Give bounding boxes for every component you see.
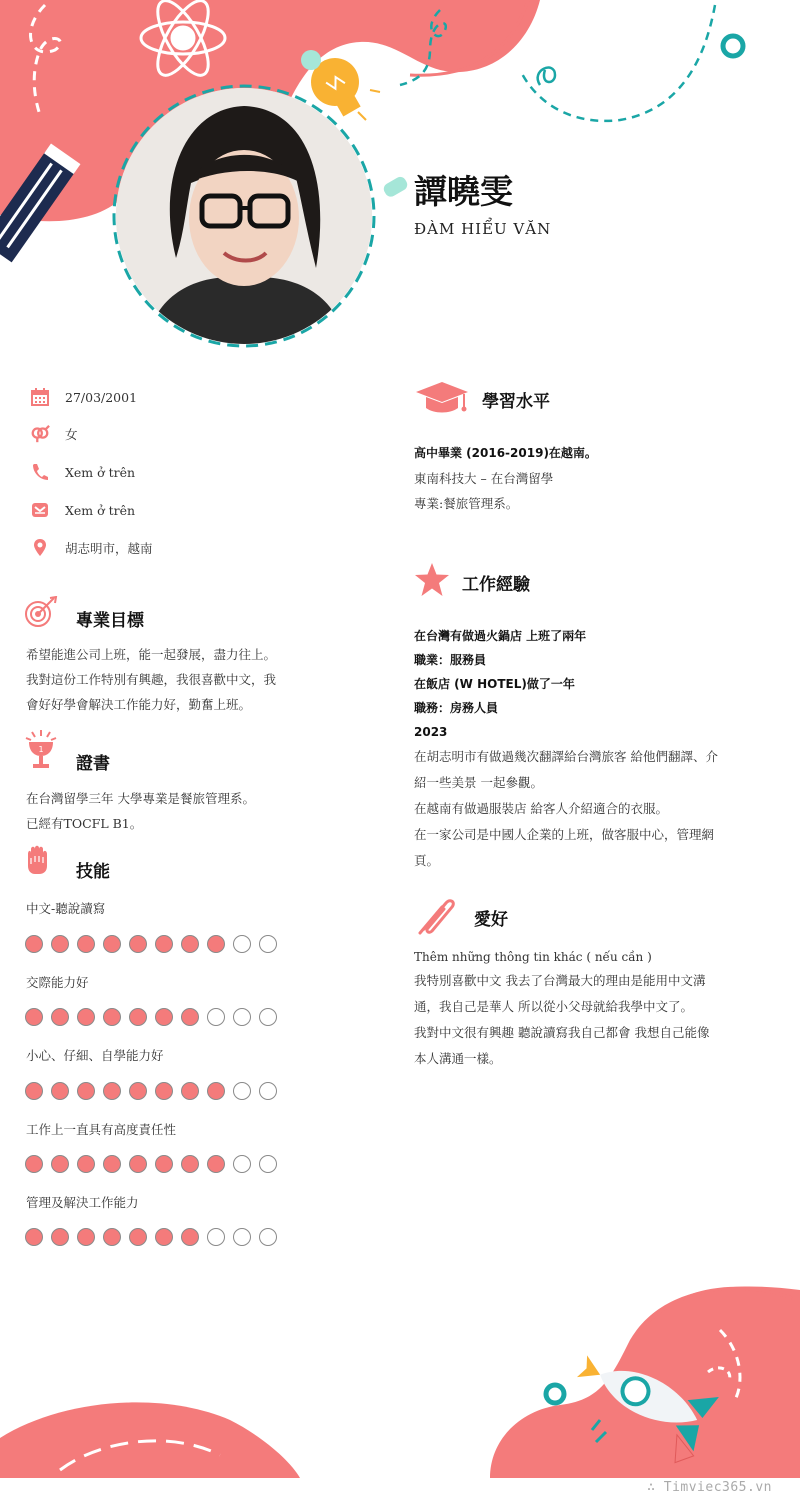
rating-dot-filled (25, 1155, 43, 1173)
skill-rating (25, 1155, 277, 1173)
rating-dot-filled (155, 1008, 173, 1026)
rating-dot-filled (51, 1008, 69, 1026)
rating-dot-filled (129, 1155, 147, 1173)
education-title: 學習水平 (482, 392, 550, 412)
target-icon (24, 596, 58, 630)
info-email: Xem ở trên (30, 498, 50, 522)
rating-dot-filled (103, 1155, 121, 1173)
education-text: 高中畢業 (2016-2019)在越南。 東南科技大 – 在台灣留學 專業:餐旅管理系。 (414, 446, 597, 511)
rating-dot-filled (207, 935, 225, 953)
rating-dot-empty (259, 1008, 277, 1026)
fist-icon (24, 844, 50, 878)
info-birthdate: 27/03/2001 (30, 385, 50, 409)
rating-dot-filled (155, 1155, 173, 1173)
bottom-decoration (0, 1270, 800, 1480)
graduation-cap-icon (414, 380, 470, 416)
rating-dot-empty (259, 1228, 277, 1246)
trophy-icon (24, 728, 58, 772)
skill-label: 交際能力好 (26, 975, 89, 990)
rating-dot-filled (77, 1008, 95, 1026)
objective-title: 專業目標 (76, 611, 144, 631)
rating-dot-empty (207, 1228, 225, 1246)
rating-dot-filled (77, 1155, 95, 1173)
rating-dot-filled (207, 1082, 225, 1100)
rating-dot-filled (155, 1082, 173, 1100)
rating-dot-filled (25, 1082, 43, 1100)
rating-dot-filled (207, 1155, 225, 1173)
rating-dot-filled (77, 935, 95, 953)
skill-label: 中文-聽說讀寫 (26, 901, 106, 916)
hobbies-text: Thêm những thông tin khác ( nếu cần ) 我特別喜歡中文 我去了台灣最大的理由是能用中文溝 通，我自己是華人 所以從小父母就給我學中文了。 我對中文很有興趣 聽說讀寫我自己都會 我想自己能像 本人溝通一樣。 (414, 950, 710, 1066)
profile-photo-frame (110, 82, 378, 350)
rating-dot-filled (181, 1082, 199, 1100)
rating-dot-empty (233, 1082, 251, 1100)
objective-text: 希望能進公司上班，能一起發展，盡力往上。 我對這份工作特別有興趣，我很喜歡中文，我 會好好學會解決工作能力好，勤奮上班。 (26, 647, 277, 712)
rating-dot-empty (233, 1008, 251, 1026)
skill-label: 工作上一直具有高度責任性 (26, 1122, 177, 1137)
rating-dot-filled (181, 1008, 199, 1026)
skill-rating (25, 935, 277, 953)
rating-dot-empty (233, 1155, 251, 1173)
svg-text:1: 1 (38, 745, 44, 754)
rating-dot-empty (259, 1082, 277, 1100)
paperclip-icon (414, 893, 460, 939)
rating-dot-filled (129, 1008, 147, 1026)
phone-icon (30, 462, 50, 482)
experience-text: 在台灣有做過火鍋店 上班了兩年 職業：服務員 在飯店 (W HOTEL)做了一年 職務：房務人員 2023 在胡志明市有做過幾次翻譯給台灣旅客 給他們翻譯、介 紹一些美景 一起參觀。 在越南有做過服裝店 給客人介紹適合的衣服。 在一家公司是中國人企業的上班，做客服中心，管理網 頁。 (414, 629, 718, 868)
skills-title: 技能 (76, 862, 110, 882)
rating-dot-empty (233, 935, 251, 953)
calendar-icon (30, 387, 50, 407)
hobbies-title: 愛好 (474, 910, 508, 930)
certificates-text: 在台灣留學三年 大學專業是餐旅管理系。 已經有TOCFL B1。 (26, 791, 255, 831)
skill-rating (25, 1008, 277, 1026)
rating-dot-filled (129, 1082, 147, 1100)
rating-dot-filled (51, 935, 69, 953)
rating-dot-filled (51, 1155, 69, 1173)
skill-label: 管理及解決工作能力 (26, 1195, 139, 1210)
rating-dot-empty (259, 1155, 277, 1173)
profile-photo (116, 88, 372, 344)
name-vietnamese: ĐÀM HIỂU VĂN (414, 220, 552, 238)
rating-dot-filled (181, 1155, 199, 1173)
certificates-title: 證書 (76, 754, 110, 774)
rating-dot-filled (25, 1008, 43, 1026)
rating-dot-filled (129, 935, 147, 953)
rating-dot-filled (155, 1228, 173, 1246)
rating-dot-filled (155, 935, 173, 953)
name-chinese: 譚曉雯 (414, 172, 513, 211)
skill-rating (25, 1228, 277, 1246)
rating-dot-filled (103, 935, 121, 953)
rating-dot-filled (181, 1228, 199, 1246)
rating-dot-empty (233, 1228, 251, 1246)
rating-dot-empty (259, 935, 277, 953)
rating-dot-empty (207, 1008, 225, 1026)
gender-icon (30, 424, 50, 444)
rating-dot-filled (103, 1008, 121, 1026)
skill-rating (25, 1082, 277, 1100)
info-gender: 女 (30, 422, 50, 446)
rating-dot-filled (103, 1228, 121, 1246)
rating-dot-filled (77, 1082, 95, 1100)
experience-title: 工作經驗 (462, 575, 530, 595)
rating-dot-filled (77, 1228, 95, 1246)
rating-dot-filled (25, 1228, 43, 1246)
rating-dot-filled (51, 1228, 69, 1246)
rating-dot-filled (129, 1228, 147, 1246)
rating-dot-filled (181, 935, 199, 953)
skill-label: 小心、仔細、自學能力好 (26, 1048, 164, 1063)
star-icon (414, 562, 450, 598)
location-pin-icon (30, 538, 50, 558)
rating-dot-filled (103, 1082, 121, 1100)
info-phone: Xem ở trên (30, 460, 50, 484)
rating-dot-filled (51, 1082, 69, 1100)
info-location: 胡志明市，越南 (30, 536, 50, 560)
watermark: ∴ Timviec365.vn (647, 1480, 772, 1495)
email-icon (30, 500, 50, 520)
rating-dot-filled (25, 935, 43, 953)
